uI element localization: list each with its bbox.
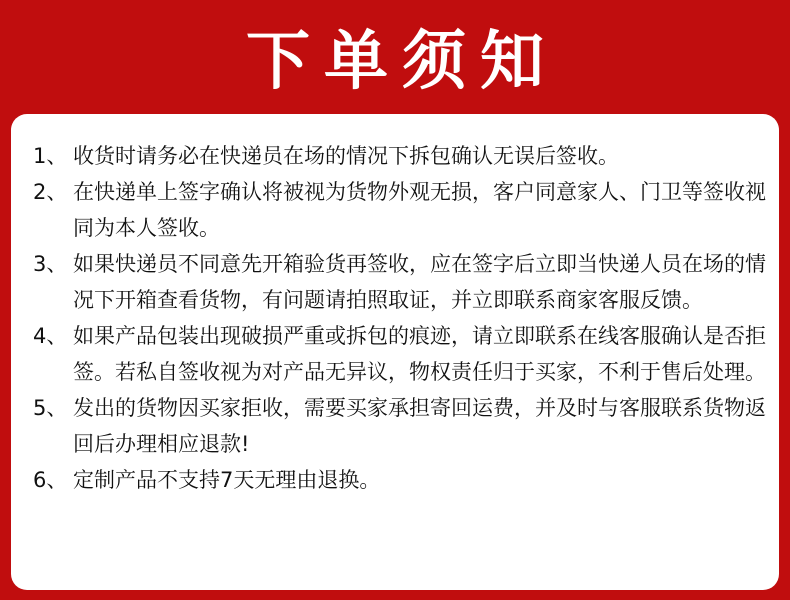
notice-item-4 <box>33 318 769 390</box>
notice-text: 收货时请务必在快递员在场的情况下拆包确认无误后签收。 <box>73 144 619 168</box>
notice-item-5 <box>33 390 769 462</box>
notice-item-6 <box>33 462 769 498</box>
notice-number: 5、 <box>33 396 68 420</box>
notice-list <box>33 138 769 498</box>
notice-item-2 <box>33 174 769 246</box>
notice-text: 在快递单上签字确认将被视为货物外观无损，客户同意家人、门卫等签收视同为本人签收。 <box>73 180 766 240</box>
notice-item-1 <box>33 138 769 174</box>
notice-number: 2、 <box>33 180 68 204</box>
notice-number: 3、 <box>33 252 68 276</box>
notice-text: 定制产品不支持7天无理由退换。 <box>73 468 381 492</box>
notice-number: 1、 <box>33 144 68 168</box>
page-title: 下单须知 <box>246 25 558 99</box>
notice-number: 4、 <box>33 324 68 348</box>
notice-text: 如果快递员不同意先开箱验货再签收，应在签字后立即当快递人员在场的情况下开箱查看货物，有问题请拍照取证，并立即联系商家客服反馈。 <box>73 252 766 312</box>
notice-text: 如果产品包装出现破损严重或拆包的痕迹，请立即联系在线客服确认是否拒签。若私自签收视为对产品无异议，物权责任归于买家，不利于售后处理。 <box>73 324 766 384</box>
notice-item-3 <box>33 246 769 318</box>
notice-number: 6、 <box>33 468 68 492</box>
notice-card <box>11 114 779 590</box>
notice-text: 发出的货物因买家拒收，需要买家承担寄回运费，并及时与客服联系货物返回后办理相应退款! <box>73 396 766 456</box>
